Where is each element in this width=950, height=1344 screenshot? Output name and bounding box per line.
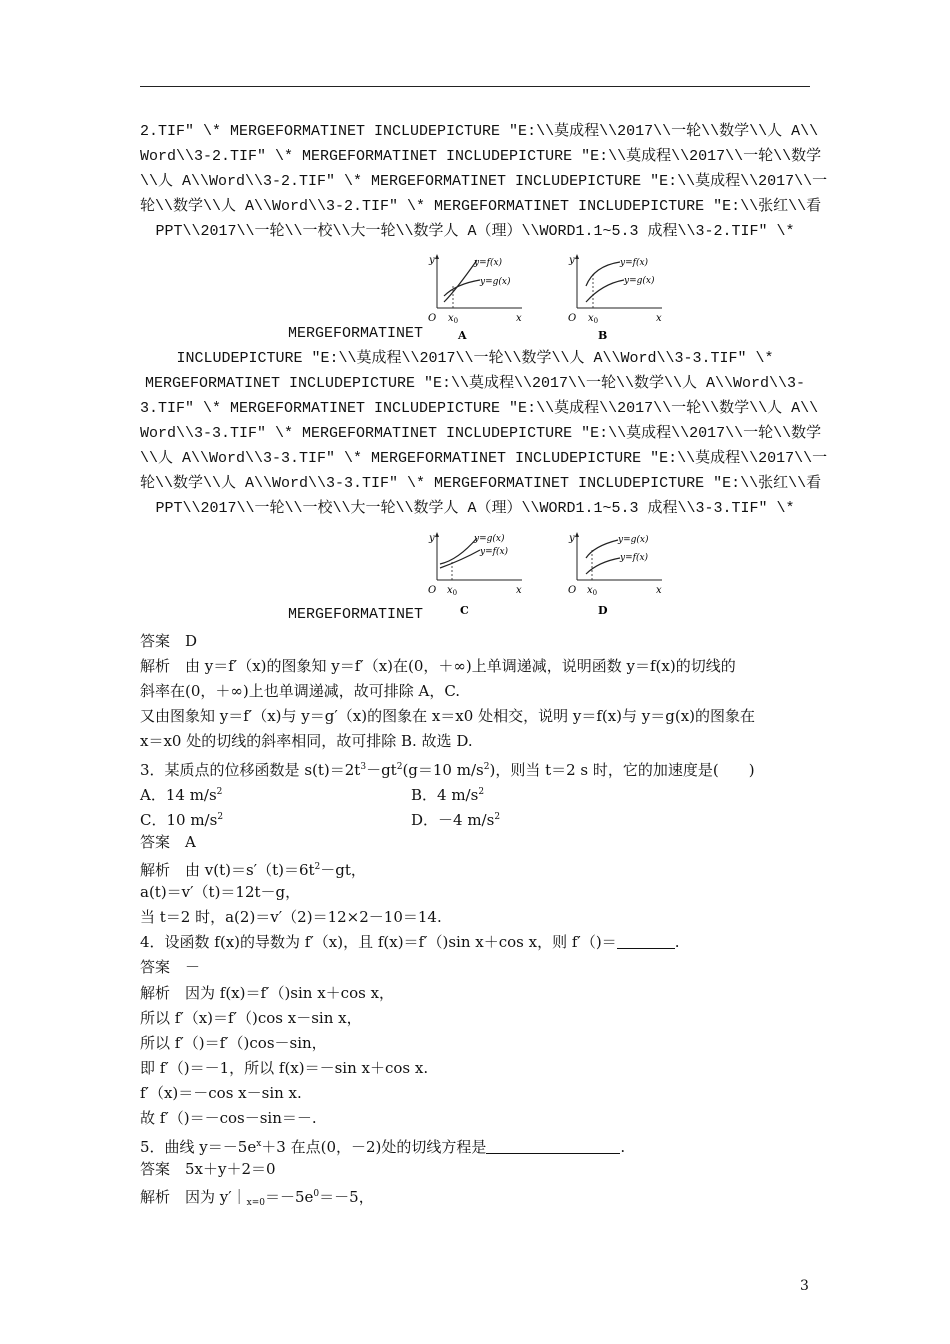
x0-label: $x_0$ xyxy=(587,585,598,597)
q4-analysis-line: 解析 因为 f(x)＝f′（)sin x＋cos x， xyxy=(140,984,395,1002)
origin-label: O xyxy=(568,313,577,324)
graph-option-label: A xyxy=(458,329,467,342)
include-line: 2.TIF" \* MERGEFORMATINET INCLUDEPICTURE "E:\\莫成程\\2017\\一轮\\数学\\人 A\\ xyxy=(140,123,819,140)
curve-label-lower: y=g(x) xyxy=(480,277,511,287)
include-line: PPT\\2017\\一轮\\一校\\大一轮\\数学人 A（理）\\WORD1.1~5.3 成程\\3-2.TIF" \* xyxy=(155,223,795,240)
q3-analysis-line: 解析 由 $v(t)=s'(t)=6t^2-gt$， xyxy=(140,861,366,879)
graph-a xyxy=(422,250,532,345)
include-line: \\人 A\\Word\\3-3.TIF" \* MERGEFORMATINET INCLUDEPICTURE "E:\\莫成程\\2017\\一 xyxy=(140,450,828,467)
graph-option-label: B xyxy=(598,329,608,342)
q2-analysis-line: 斜率在(0，＋∞)上也单调递减，故可排除 A，C. xyxy=(140,682,461,700)
x0-label: $x_0$ xyxy=(588,313,599,325)
answer-blank xyxy=(486,1139,620,1154)
curve-label-upper: y=f(x) xyxy=(474,258,503,268)
q3-stem: 3．某质点的位移函数是 $s(t)=2t^3-gt^2(g=10$ $m/s^2$)，则当 t＝2 s 时，它的加速度是( ) xyxy=(140,761,755,779)
origin-label: O xyxy=(428,313,437,324)
curve-f xyxy=(586,558,620,574)
curve-label-upper: y=f(x) xyxy=(620,258,649,268)
origin-label: O xyxy=(428,585,437,596)
q2-answer: 答案 D xyxy=(140,632,198,650)
include-line: Word\\3-2.TIF" \* MERGEFORMATINET INCLUDEPICTURE "E:\\莫成程\\2017\\一轮\\数学 xyxy=(140,148,822,165)
q3-answer: 答案 A xyxy=(140,833,196,851)
curve-f xyxy=(444,260,477,302)
y-arrow xyxy=(575,532,579,537)
q3-option-a: A．14 $m/s^2$ xyxy=(140,786,223,804)
y-arrow xyxy=(435,254,439,259)
x-axis-label: x xyxy=(656,585,662,596)
x-axis-label: x xyxy=(516,585,522,596)
x-axis-label: x xyxy=(516,313,522,324)
graph-d xyxy=(562,528,672,623)
include-line: INCLUDEPICTURE "E:\\莫成程\\2017\\一轮\\数学\\人 A\\Word\\3-3.TIF" \* xyxy=(176,350,774,367)
curve-f xyxy=(440,550,480,568)
graph-option-label: D xyxy=(598,604,608,617)
q2-analysis-line: 解析 由 y＝f′（x)的图象知 y＝f′（x)在(0，＋∞)上单调递减，说明函数 y＝f(x)的切线的 xyxy=(140,657,736,675)
x0-label: $x_0$ xyxy=(447,585,458,597)
x0-label: $x_0$ xyxy=(448,313,459,325)
q4-analysis-line: 所以 f′（)＝f′（)cos－sin， xyxy=(140,1034,327,1052)
graph-b xyxy=(562,250,672,345)
q2-analysis-line: x＝x0 处的切线的斜率相同，故可排除 B. 故选 D. xyxy=(140,732,473,750)
page-number: 3 xyxy=(800,1278,809,1294)
include-line: 3.TIF" \* MERGEFORMATINET INCLUDEPICTURE "E:\\莫成程\\2017\\一轮\\数学\\人 A\\ xyxy=(140,400,819,417)
q4-analysis-line: 即 f′（)＝－1，所以 f(x)＝－sin x＋cos x. xyxy=(140,1059,429,1077)
include-line: MERGEFORMATINET INCLUDEPICTURE "E:\\莫成程\\2017\\一轮\\数学\\人 A\\Word\\3- xyxy=(144,375,806,392)
y-axis-label: y xyxy=(569,255,575,266)
curve-label-lower: y=g(x) xyxy=(624,276,655,286)
q4-analysis-line: f′（x)＝－cos x－sin x. xyxy=(140,1084,302,1102)
q3-analysis-line: 当 t＝2 时，a(2)＝v′（2)＝12×2－10＝14. xyxy=(140,908,442,926)
include-line: \\人 A\\Word\\3-2.TIF" \* MERGEFORMATINET INCLUDEPICTURE "E:\\莫成程\\2017\\一 xyxy=(140,173,828,190)
curve-label-lower: y=f(x) xyxy=(620,553,649,563)
q3-option-b: B．4 $m/s^2$ xyxy=(411,786,485,804)
include-line: 轮\\数学\\人 A\\Word\\3-2.TIF" \* MERGEFORMATINET INCLUDEPICTURE "E:\\张红\\看 xyxy=(140,198,822,215)
q4-stem: 4．设函数 f(x)的导数为 f′（x)，且 f(x)＝f′（)sin x＋cos x，则 f′（)＝ . xyxy=(140,933,680,951)
q3-analysis-line: a(t)＝v′（t)＝12t－g， xyxy=(140,883,301,901)
include-line: Word\\3-3.TIF" \* MERGEFORMATINET INCLUDEPICTURE "E:\\莫成程\\2017\\一轮\\数学 xyxy=(140,425,822,442)
curve-g xyxy=(586,540,618,558)
q5-answer: 答案 5x＋y＋2＝0 xyxy=(140,1160,276,1178)
curve-label-upper: y=g(x) xyxy=(618,535,649,545)
header-rule xyxy=(140,86,810,87)
y-axis-label: y xyxy=(429,255,435,266)
mergeformat-text: MERGEFORMATINET xyxy=(288,606,424,623)
curve-g xyxy=(586,280,624,302)
q5-analysis-line: 解析 因为 $y'|_{x=0}=-5e^0=-5$， xyxy=(140,1188,374,1208)
q4-analysis-line: 故 f′（)＝－cos－sin＝－. xyxy=(140,1109,317,1127)
q4-answer: 答案 － xyxy=(140,958,201,976)
y-axis-label: y xyxy=(429,533,435,544)
q2-analysis-line: 又由图象知 y＝f′（x)与 y＝g′（x)的图象在 x＝x0 处相交，说明 y＝f(x)与 y＝g(x)的图象在 xyxy=(140,707,756,725)
q5-stem: 5．曲线 $y=-5e^x+3$ 在点(0，－2)处的切线方程是 . xyxy=(140,1138,626,1156)
curve-label-lower: y=f(x) xyxy=(480,547,509,557)
q4-analysis-line: 所以 f′（x)＝f′（)cos x－sin x， xyxy=(140,1009,362,1027)
curve-label-upper: y=g(x) xyxy=(474,534,505,544)
include-line: PPT\\2017\\一轮\\一校\\大一轮\\数学人 A（理）\\WORD1.1~5.3 成程\\3-3.TIF" \* xyxy=(155,500,795,517)
answer-blank xyxy=(617,934,675,949)
y-arrow xyxy=(435,532,439,537)
y-axis-label: y xyxy=(569,533,575,544)
include-line: 轮\\数学\\人 A\\Word\\3-3.TIF" \* MERGEFORMATINET INCLUDEPICTURE "E:\\张红\\看 xyxy=(140,475,822,492)
y-arrow xyxy=(575,254,579,259)
origin-label: O xyxy=(568,585,577,596)
curve-g xyxy=(444,280,480,296)
q3-option-c: C．10 $m/s^2$ xyxy=(140,811,224,829)
q3-option-d: D．－4 $m/s^2$ xyxy=(411,811,501,829)
graph-option-label: C xyxy=(460,604,469,617)
mergeformat-text: MERGEFORMATINET xyxy=(288,325,424,342)
x-axis-label: x xyxy=(656,313,662,324)
graph-c xyxy=(422,528,532,623)
